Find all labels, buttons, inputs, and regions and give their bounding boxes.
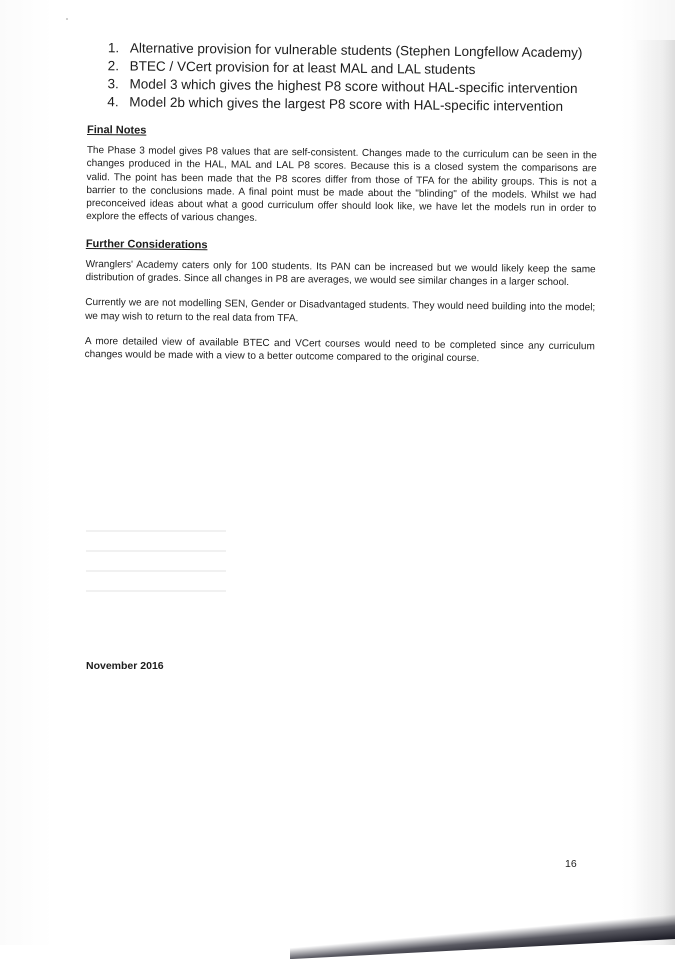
list-item-number: 3.	[107, 76, 119, 92]
faint-bleed-through	[86, 530, 226, 630]
page-content	[85, 40, 598, 379]
recommendations-list	[107, 40, 598, 115]
scan-shadow	[290, 905, 675, 959]
list-item-text: BTEC / VCert provision for at least MAL and LAL students	[129, 58, 476, 78]
list-item-text: Model 2b which gives the largest P8 score with HAL-specific intervention	[129, 94, 564, 114]
further-considerations-paragraph: Currently we are not modelling SEN, Gender or Disadvantaged students. They would need building into the model; we may wish to return to the real data from TFA.	[85, 297, 596, 324]
final-notes-heading: Final Notes	[86, 123, 147, 137]
further-considerations-paragraph: A more detailed view of available BTEC and VCert courses would need to be completed since any curriculum changes would be made with a view to a better outcome compared to the original course.	[84, 335, 595, 365]
page-edge-shading	[633, 40, 675, 945]
list-item-text: Model 3 which gives the highest P8 score without HAL-specific intervention	[129, 76, 578, 97]
final-notes-paragraph: The Phase 3 model gives P8 values that are self-consistent. Changes made to the curriculum can be seen in the changes produced in the HAL, MAL and LAL P8 scores. Because this is a closed system the comparisons are valid. The point has been made that the P8 scores differ from those of TFA for the ability groups. This is not a barrier to the conclusions made. A final point must be made about the "blinding" of the models. Whilst we had preconceived ideas about what a good curriculum offer should look like, we have let the models run in order to explore the effects of various changes.	[86, 144, 597, 225]
document-date: November 2016	[86, 660, 164, 672]
page-number: 16	[565, 858, 577, 870]
further-considerations-heading: Further Considerations	[85, 237, 208, 252]
scan-speck	[66, 18, 68, 20]
list-item-number: 2.	[107, 58, 120, 74]
list-item	[107, 94, 597, 115]
list-item-text: Alternative provision for vulnerable students (Stephen Longfellow Academy)	[129, 40, 583, 61]
list-item-number: 4.	[107, 94, 119, 110]
further-considerations-paragraph: Wranglers' Academy caters only for 100 students. Its PAN can be increased but we would likely keep the same distribution of grades. Since all changes in P8 are averages, we would see similar changes in a larger school.	[85, 258, 596, 289]
list-item-number: 1.	[107, 40, 120, 56]
